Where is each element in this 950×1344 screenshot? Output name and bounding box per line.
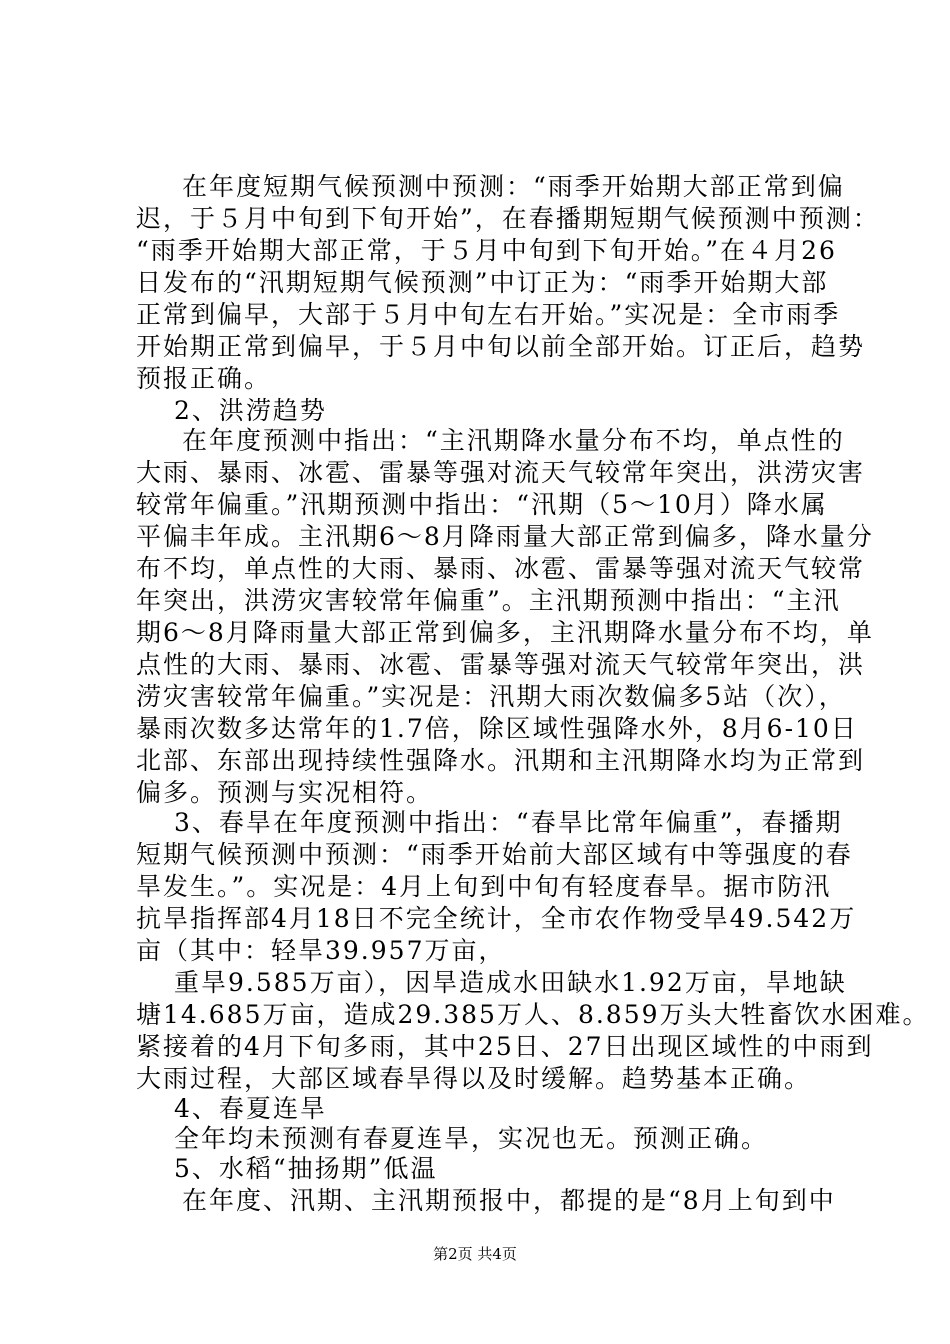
paragraph-line: 亩（其中：轻旱39.957万亩， [136,936,506,965]
page-footer: 第2页 共4页 [433,1245,517,1263]
paragraph-line: 迟，于５月中旬到下旬开始”，在春播期短期气候预测中预测： [136,204,880,233]
paragraph-line: 正常到偏早，大部于５月中旬左右开始。”实况是：全市雨季 [136,300,841,329]
paragraph-line: 在年度短期气候预测中预测：“雨季开始期大部正常到偏 [182,172,845,201]
paragraph-line: 全年均未预测有春夏连旱，实况也无。预测正确。 [174,1124,769,1153]
paragraph-line: 日发布的“汛期短期气候预测”中订正为：“雨季开始期大部 [136,268,829,297]
paragraph-line: 预报正确。 [136,364,272,393]
paragraph-line: 大雨、暴雨、冰雹、雷暴等强对流天气较常年突出，洪涝灾害 [136,458,866,487]
paragraph-line: “雨季开始期大部正常，于５月中旬到下旬开始。”在４月26 [136,236,837,265]
paragraph-line: 布不均，单点性的大雨、暴雨、冰雹、雷暴等强对流天气较常 [136,554,866,583]
section-heading: 5、水稻“抽扬期”低温 [174,1154,438,1183]
paragraph-line: 开始期正常到偏早，于５月中旬以前全部开始。订正后，趋势 [136,332,866,361]
paragraph-line: 在年度、汛期、主汛期预报中，都提的是“8月上旬到中 [182,1186,836,1215]
section-heading: 2、洪涝趋势 [174,396,327,425]
paragraph-line: 涝灾害较常年偏重。”实况是：汛期大雨次数偏多5站（次）， [136,682,846,711]
paragraph-line: 点性的大雨、暴雨、冰雹、雷暴等强对流天气较常年突出，洪 [136,650,866,679]
paragraph-line: 较常年偏重。”汛期预测中指出：“汛期（5～10月）降水属 [136,490,828,519]
paragraph-line: 大雨过程，大部区域春旱得以及时缓解。趋势基本正确。 [136,1064,812,1093]
paragraph-line: 旱发生。”。实况是：4月上旬到中旬有轻度春旱。据市防汛 [136,872,832,901]
paragraph-line: 平偏丰年成。主汛期6～8月降雨量大部正常到偏多，降水量分 [136,522,874,551]
paragraph-line: 北部、东部出现持续性强降水。汛期和主汛期降水均为正常到 [136,746,866,775]
section-heading: 3、春旱在年度预测中指出：“春旱比常年偏重”，春播期 [174,808,843,837]
paragraph-line: 年突出，洪涝灾害较常年偏重”。主汛期预测中指出：“主汛 [136,586,841,615]
paragraph-line: 重旱9.585万亩），因旱造成水田缺水1.92万亩，旱地缺 [174,968,847,997]
paragraph-line: 塘14.685万亩，造成29.385万人、8.859万头大牲畜饮水困难。 [136,1000,930,1029]
paragraph-line: 暴雨次数多达常年的1.7倍，除区域性强降水外，8月6-10日 [136,714,858,743]
paragraph-line: 在年度预测中指出：“主汛期降水量分布不均，单点性的 [182,426,845,455]
paragraph-line: 偏多。预测与实况相符。 [136,778,434,807]
paragraph-line: 期6～8月降雨量大部正常到偏多，主汛期降水量分布不均，单 [136,618,874,647]
paragraph-line: 抗旱指挥部4月18日不完全统计，全市农作物受旱49.542万 [136,904,857,933]
section-heading: 4、春夏连旱 [174,1094,327,1123]
paragraph-line: 紧接着的4月下旬多雨，其中25日、27日出现区域性的中雨到 [136,1032,874,1061]
paragraph-line: 短期气候预测中预测：“雨季开始前大部区域有中等强度的春 [136,840,853,869]
